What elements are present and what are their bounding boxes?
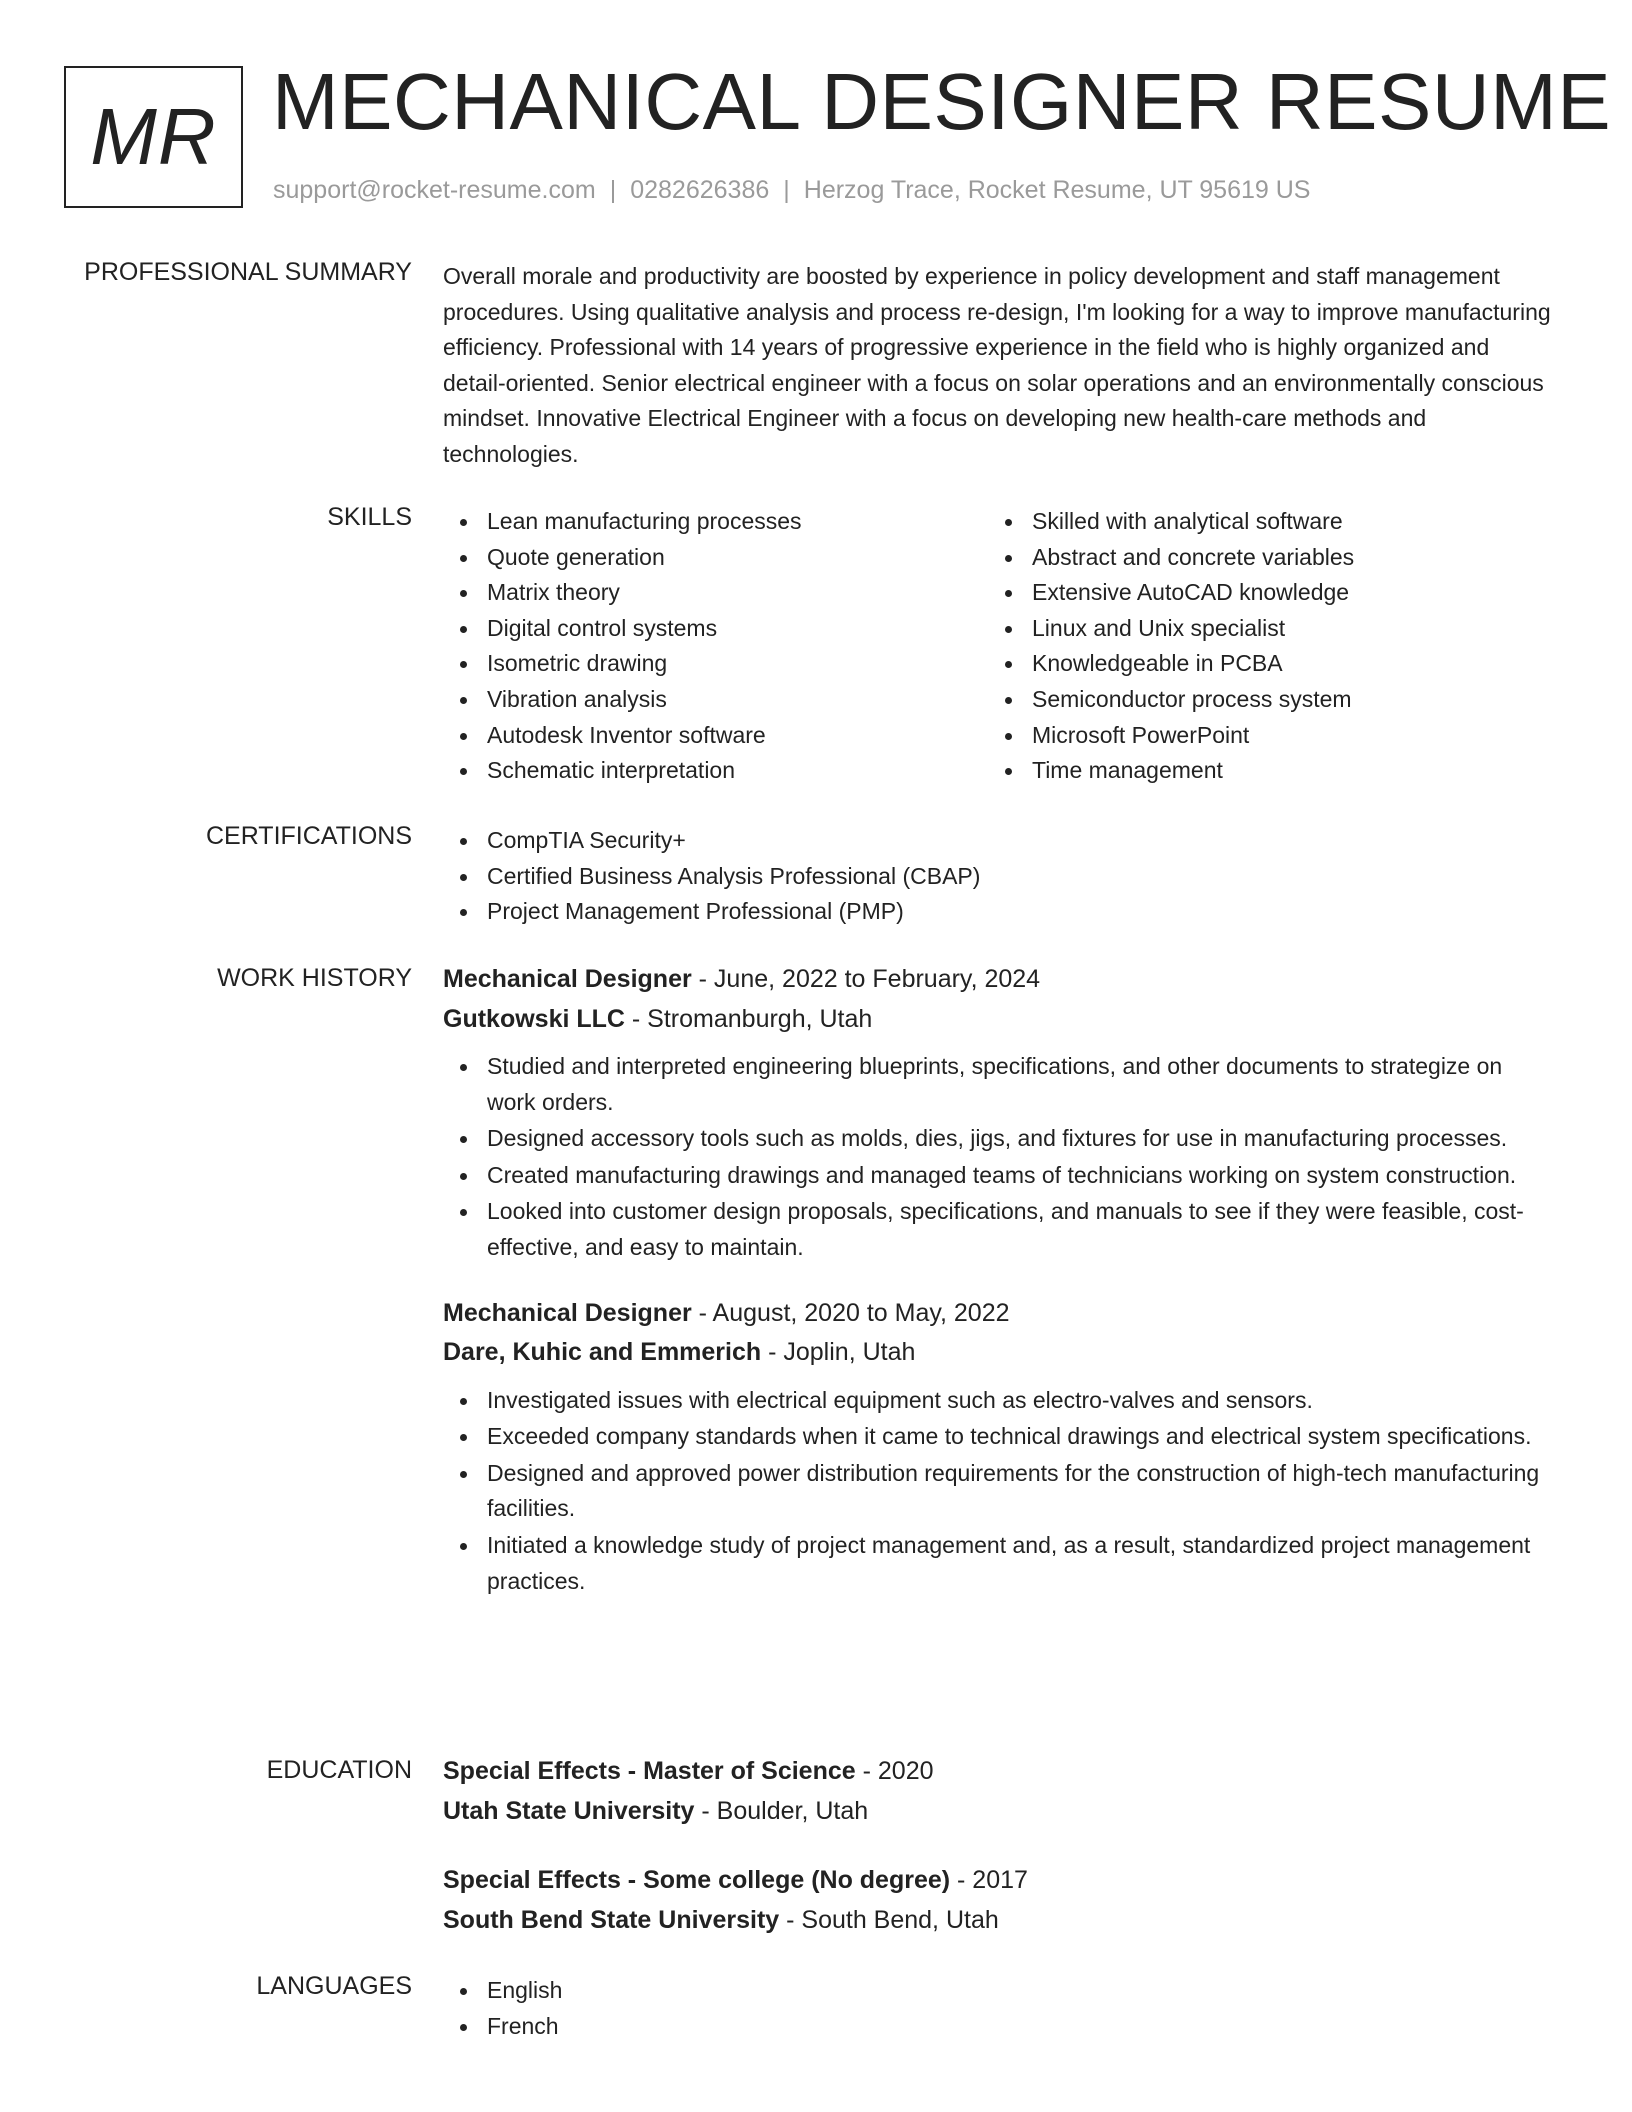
section-label-languages: LANGUAGES bbox=[256, 1972, 412, 2000]
job-entry bbox=[443, 1294, 1553, 1600]
job-title-line bbox=[443, 960, 1553, 1000]
job-bullets bbox=[443, 1049, 1553, 1266]
skill-item: Linux and Unix specialist bbox=[988, 611, 1533, 647]
education-school: South Bend State University bbox=[443, 1905, 780, 1934]
education-school-line bbox=[443, 1901, 1553, 1941]
job-company: Dare, Kuhic and Emmerich bbox=[443, 1338, 762, 1367]
certifications-list bbox=[443, 823, 1553, 930]
job-bullet: Exceeded company standards when it came to technical drawings and electrical system specifications. bbox=[443, 1419, 1553, 1455]
page-title: MECHANICAL DESIGNER RESUME bbox=[272, 57, 1612, 146]
job-bullet: Initiated a knowledge study of project management and, as a result, standardized project management practices. bbox=[443, 1528, 1553, 1599]
education-degree-line bbox=[443, 1861, 1553, 1901]
skill-item: Knowledgeable in PCBA bbox=[988, 646, 1533, 682]
education-location: - South Bend, Utah bbox=[779, 1905, 999, 1934]
skill-item: Skilled with analytical software bbox=[988, 504, 1533, 540]
skill-item: Autodesk Inventor software bbox=[443, 718, 988, 754]
education-year: - 2017 bbox=[950, 1866, 1028, 1894]
skills-list-left bbox=[443, 504, 988, 789]
job-dates: - June, 2022 to February, 2024 bbox=[691, 965, 1041, 993]
language-item: English bbox=[443, 1973, 1553, 2009]
skill-item: Matrix theory bbox=[443, 575, 988, 611]
job-title: Mechanical Designer bbox=[443, 965, 692, 993]
section-label-summary: PROFESSIONAL SUMMARY bbox=[84, 258, 412, 286]
skill-item: Microsoft PowerPoint bbox=[988, 718, 1533, 754]
job-location: - Stromanburgh, Utah bbox=[624, 1004, 873, 1033]
skill-item: Time management bbox=[988, 753, 1533, 789]
contact-email: support@rocket-resume.com bbox=[273, 176, 596, 204]
job-bullet: Designed accessory tools such as molds, dies, jigs, and fixtures for use in manufacturing processes. bbox=[443, 1121, 1553, 1157]
contact-separator: | bbox=[609, 176, 617, 204]
contact-phone: 0282626386 bbox=[630, 176, 770, 204]
summary-text: Overall morale and productivity are boosted by experience in policy development and staff management procedures. Using qualitative analysis and process re-design, I'm looking for a way to improve manufacturing efficiency. Professional with 14 years of progressive experience in the field who is highly organized and detail-oriented. Senior electrical engineer with a focus on solar operations and an environmentally conscious mindset. Innovative Electrical Engineer with a focus on developing new health-care methods and technologies. bbox=[443, 263, 1551, 467]
skill-item: Schematic interpretation bbox=[443, 753, 988, 789]
job-bullet: Designed and approved power distribution requirements for the construction of high-tech manufacturing facilities. bbox=[443, 1456, 1553, 1527]
job-location: - Joplin, Utah bbox=[761, 1338, 916, 1367]
skill-item: Semiconductor process system bbox=[988, 682, 1533, 718]
section-label-skills: SKILLS bbox=[327, 503, 412, 531]
skill-item: Isometric drawing bbox=[443, 646, 988, 682]
skill-item: Digital control systems bbox=[443, 611, 988, 647]
education-degree-line bbox=[443, 1752, 1553, 1792]
skill-item: Quote generation bbox=[443, 540, 988, 576]
monogram-box bbox=[64, 66, 243, 208]
education-school: Utah State University bbox=[443, 1796, 695, 1825]
languages-list bbox=[443, 1973, 1553, 2044]
language-item: French bbox=[443, 2009, 1553, 2045]
job-bullet: Studied and interpreted engineering blueprints, specifications, and other documents to strategize on work orders. bbox=[443, 1049, 1553, 1120]
contact-separator: | bbox=[783, 176, 790, 204]
education-entry bbox=[443, 1861, 1553, 1940]
skill-item: Vibration analysis bbox=[443, 682, 988, 718]
job-entry bbox=[443, 960, 1553, 1266]
job-dates: - August, 2020 to May, 2022 bbox=[691, 1298, 1010, 1327]
certification-item: Project Management Professional (PMP) bbox=[443, 894, 1553, 930]
skills-list-right bbox=[988, 504, 1533, 789]
education-entry bbox=[443, 1752, 1553, 1831]
job-company-line bbox=[443, 1000, 1553, 1040]
job-title: Mechanical Designer bbox=[443, 1298, 692, 1327]
job-bullet: Looked into customer design proposals, specifications, and manuals to see if they were feasible, cost-effective, and easy to maintain. bbox=[443, 1194, 1553, 1265]
skill-item: Abstract and concrete variables bbox=[988, 540, 1533, 576]
section-label-certifications: CERTIFICATIONS bbox=[205, 822, 412, 850]
job-bullet: Created manufacturing drawings and managed teams of technicians working on system construction. bbox=[443, 1158, 1553, 1194]
monogram-initials: MR bbox=[90, 92, 217, 181]
education-location: - Boulder, Utah bbox=[694, 1796, 869, 1825]
job-company: Gutkowski LLC bbox=[443, 1004, 625, 1033]
skill-item: Lean manufacturing processes bbox=[443, 504, 988, 540]
section-label-work-history: WORK HISTORY bbox=[217, 964, 412, 992]
certification-item: Certified Business Analysis Professional (CBAP) bbox=[443, 859, 1553, 895]
education-school-line bbox=[443, 1792, 1553, 1832]
section-label-education: EDUCATION bbox=[266, 1756, 412, 1784]
education-degree: Special Effects - Master of Science bbox=[443, 1757, 856, 1785]
contact-line bbox=[273, 176, 1310, 205]
education-year: - 2020 bbox=[855, 1757, 934, 1785]
job-company-line bbox=[443, 1333, 1553, 1373]
job-bullets bbox=[443, 1383, 1553, 1600]
contact-address: Herzog Trace, Rocket Resume, UT 95619 US bbox=[803, 176, 1311, 204]
certification-item: CompTIA Security+ bbox=[443, 823, 1553, 859]
job-bullet: Investigated issues with electrical equipment such as electro-valves and sensors. bbox=[443, 1383, 1553, 1419]
skill-item: Extensive AutoCAD knowledge bbox=[988, 575, 1533, 611]
job-title-line bbox=[443, 1294, 1553, 1334]
education-degree: Special Effects - Some college (No degree) bbox=[443, 1866, 951, 1894]
